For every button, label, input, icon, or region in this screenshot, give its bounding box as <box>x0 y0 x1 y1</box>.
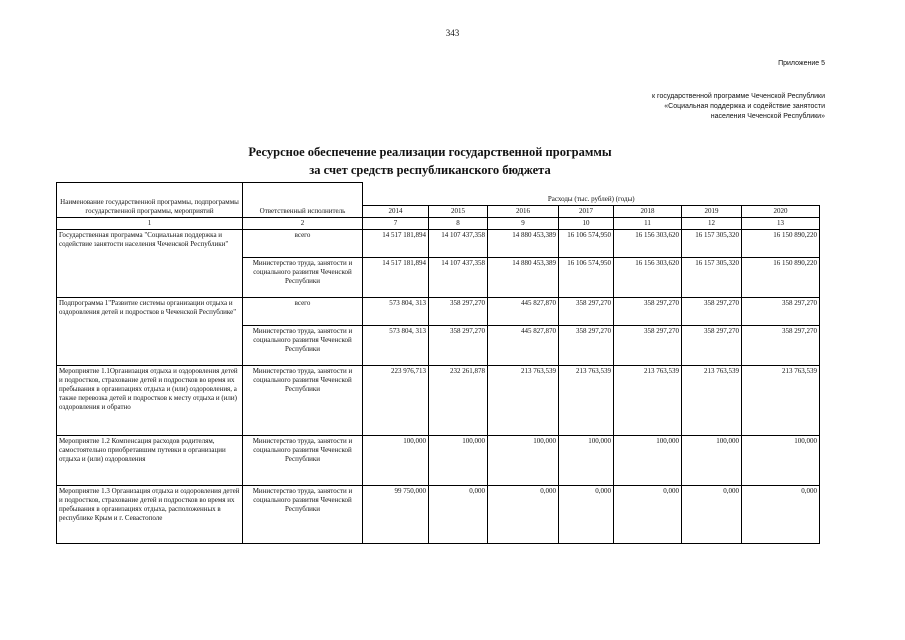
row-value-2019: 358 297,270 <box>682 297 742 325</box>
row-value-2018: 0,000 <box>614 485 682 543</box>
row-name: Государственная программа "Социальная поддержка и содействие занятости населения Чеченской Республики" <box>57 229 243 297</box>
row-name: Мероприятие 1.3 Организация отдыха и оздоровления детей и подростков, страхование детей и подростков во время их пребывания в организациях отдыха, расположенных в республике Крым и г. Севастополе <box>57 485 243 543</box>
row-value-2018: 16 156 303,620 <box>614 229 682 257</box>
row-value-2016: 0,000 <box>488 485 559 543</box>
header-name-column: Наименование государственной программы, подпрограммы государственной программы, мероприятий <box>57 183 243 218</box>
row-value-2020: 213 763,539 <box>742 365 820 435</box>
appendix-label: Приложение 5 <box>778 60 825 67</box>
column-number: 8 <box>429 217 488 229</box>
header-year-2015: 2015 <box>429 205 488 217</box>
column-number: 9 <box>488 217 559 229</box>
column-number: 11 <box>614 217 682 229</box>
row-value-2019: 213 763,539 <box>682 365 742 435</box>
appendix-subtitle-line: «Социальная поддержка и содействие занятости <box>664 103 825 110</box>
row-value-2017: 100,000 <box>559 435 614 485</box>
page-number: 343 <box>445 28 460 38</box>
row-responsible: Министерство труда, занятости и социального развития Чеченской Республики <box>243 325 363 365</box>
table-row <box>57 297 820 325</box>
header-year-2016: 2016 <box>488 205 559 217</box>
row-value-2020: 0,000 <box>742 485 820 543</box>
row-name: Мероприятие 1.1Организация отдыха и оздоровления детей и подростков, страхование детей и подростков во время их пребывания в организациях отдыха и (или) оздоровления, а также перевозка детей и подростков к месту отдыха и (или) оздоровления и обратно <box>57 365 243 435</box>
column-number: 12 <box>682 217 742 229</box>
header-expenses: Расходы (тыс. рублей) (годы) <box>363 183 820 206</box>
row-value-2019: 100,000 <box>682 435 742 485</box>
row-value-2017: 0,000 <box>559 485 614 543</box>
table-row <box>57 435 820 485</box>
row-value-2020: 16 150 890,220 <box>742 257 820 297</box>
row-responsible: Министерство труда, занятости и социального развития Чеченской Республики <box>243 257 363 297</box>
row-value-2016: 213 763,539 <box>488 365 559 435</box>
row-value-2019: 0,000 <box>682 485 742 543</box>
row-value-2014: 14 517 181,894 <box>363 229 429 257</box>
row-value-2020: 100,000 <box>742 435 820 485</box>
row-value-2017: 16 106 574,950 <box>559 229 614 257</box>
appendix-subtitle-line: к государственной программе Чеченской Республики <box>652 93 825 100</box>
row-responsible: Министерство труда, занятости и социального развития Чеченской Республики <box>243 485 363 543</box>
row-name: Подпрограмма 1"Развитие системы организации отдыха и оздоровления детей и подростков в Чеченской Республике" <box>57 297 243 365</box>
header-year-2014: 2014 <box>363 205 429 217</box>
row-responsible: всего <box>243 229 363 257</box>
row-value-2015: 100,000 <box>429 435 488 485</box>
title-line-2: за счет средств республиканского бюджета <box>309 163 551 177</box>
row-value-2019: 358 297,270 <box>682 325 742 365</box>
table-row <box>57 229 820 257</box>
row-responsible: всего <box>243 297 363 325</box>
row-value-2014: 573 804, 313 <box>363 325 429 365</box>
row-value-2014: 100,000 <box>363 435 429 485</box>
row-value-2019: 16 157 305,320 <box>682 229 742 257</box>
row-value-2015: 358 297,270 <box>429 325 488 365</box>
header-year-2019: 2019 <box>682 205 742 217</box>
row-value-2015: 14 107 437,358 <box>429 229 488 257</box>
row-name: Мероприятие 1.2 Компенсация расходов родителям, самостоятельно приобретавшим путевки в организации отдыха и (или) оздоровления <box>57 435 243 485</box>
column-number: 1 <box>57 217 243 229</box>
row-value-2020: 358 297,270 <box>742 297 820 325</box>
row-value-2015: 232 261,878 <box>429 365 488 435</box>
row-value-2016: 100,000 <box>488 435 559 485</box>
row-value-2015: 358 297,270 <box>429 297 488 325</box>
header-year-2020: 2020 <box>742 205 820 217</box>
row-value-2016: 445 827,870 <box>488 297 559 325</box>
row-value-2018: 100,000 <box>614 435 682 485</box>
row-value-2014: 99 750,000 <box>363 485 429 543</box>
row-value-2019: 16 157 305,320 <box>682 257 742 297</box>
row-value-2020: 16 150 890,220 <box>742 229 820 257</box>
row-responsible: Министерство труда, занятости и социального развития Чеченской Республики <box>243 435 363 485</box>
row-value-2020: 358 297,270 <box>742 325 820 365</box>
row-value-2017: 358 297,270 <box>559 297 614 325</box>
row-value-2016: 14 880 453,389 <box>488 257 559 297</box>
row-value-2015: 14 107 437,358 <box>429 257 488 297</box>
resource-table <box>56 182 820 544</box>
column-number: 2 <box>243 217 363 229</box>
row-value-2017: 358 297,270 <box>559 325 614 365</box>
row-value-2018: 358 297,270 <box>614 297 682 325</box>
row-value-2015: 0,000 <box>429 485 488 543</box>
appendix-subtitle-line: населения Чеченской Республики» <box>710 113 825 120</box>
row-responsible: Министерство труда, занятости и социального развития Чеченской Республики <box>243 365 363 435</box>
row-value-2018: 358 297,270 <box>614 325 682 365</box>
row-value-2016: 14 880 453,389 <box>488 229 559 257</box>
column-number: 7 <box>363 217 429 229</box>
row-value-2018: 213 763,539 <box>614 365 682 435</box>
appendix-subtitle <box>652 92 825 122</box>
column-number: 13 <box>742 217 820 229</box>
column-number: 10 <box>559 217 614 229</box>
header-responsible-column: Ответственный исполнитель <box>243 183 363 218</box>
row-value-2017: 16 106 574,950 <box>559 257 614 297</box>
table-row <box>57 485 820 543</box>
header-year-2017: 2017 <box>559 205 614 217</box>
row-value-2014: 223 976,713 <box>363 365 429 435</box>
row-value-2017: 213 763,539 <box>559 365 614 435</box>
row-value-2018: 16 156 303,620 <box>614 257 682 297</box>
table-row <box>57 365 820 435</box>
row-value-2014: 14 517 181,894 <box>363 257 429 297</box>
row-value-2016: 445 827,870 <box>488 325 559 365</box>
row-value-2014: 573 804, 313 <box>363 297 429 325</box>
header-year-2018: 2018 <box>614 205 682 217</box>
document-title <box>220 143 640 179</box>
title-line-1: Ресурсное обеспечение реализации государственной программы <box>248 145 612 159</box>
